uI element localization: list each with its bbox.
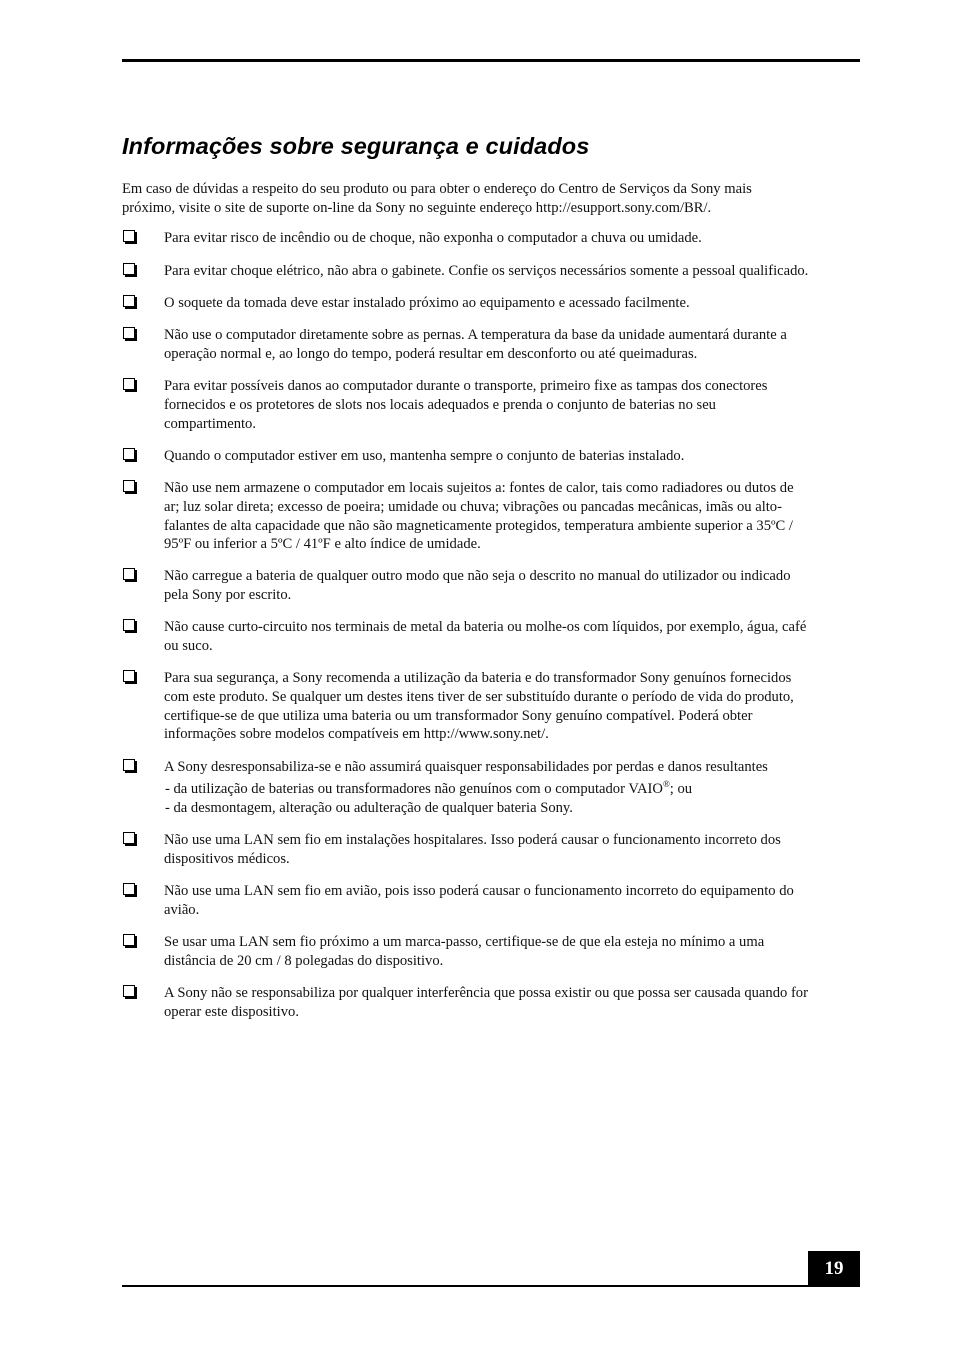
list-item-line: distância de 20 cm / 8 polegadas do dispositivo. — [164, 952, 444, 969]
list-item — [122, 326, 862, 363]
checkbox-bullet-icon — [123, 263, 135, 275]
list-item — [122, 294, 862, 313]
list-item — [122, 984, 862, 1021]
list-item — [122, 567, 862, 604]
list-item-line: Quando o computador estiver em uso, mantenha sempre o conjunto de baterias instalado. — [164, 447, 685, 464]
list-item — [122, 377, 862, 433]
list-item — [122, 479, 862, 553]
list-item-line: Não cause curto-circuito nos terminais de metal da bateria ou molhe-os com líquidos, por exemplo, água, café — [164, 619, 807, 636]
checkbox-bullet-icon — [123, 230, 135, 242]
list-item — [122, 758, 862, 818]
list-item-line: O soquete da tomada deve estar instalado próximo ao equipamento e acessado facilmente. — [164, 294, 690, 311]
list-item-line: Não carregue a bateria de qualquer outro modo que não seja o descrito no manual do utilizador ou indicado — [164, 568, 791, 585]
intro-paragraph — [122, 180, 862, 217]
list-item-line: Para evitar risco de incêndio ou de choque, não exponha o computador a chuva ou umidade. — [164, 230, 702, 247]
footer-rule — [122, 1285, 860, 1287]
list-item-line: Para evitar choque elétrico, não abra o gabinete. Confie os serviços necessários somente a pessoal qualificado. — [164, 262, 809, 279]
page-number: 19 — [808, 1251, 860, 1287]
checkbox-bullet-icon — [123, 883, 135, 895]
page-body — [122, 180, 862, 1035]
list-subitem-text: ; ou — [669, 781, 693, 798]
list-item-line: Se usar uma LAN sem fio próximo a um marca-passo, certifique-se de que ela esteja no mínimo a uma — [164, 934, 765, 951]
list-subitem: - da desmontagem, alteração ou adulteração de qualquer bateria Sony. — [165, 799, 573, 816]
checkbox-bullet-icon — [123, 832, 135, 844]
checkbox-bullet-icon — [123, 568, 135, 580]
list-item-line: dispositivos médicos. — [164, 850, 290, 867]
list-item-line: informações sobre modelos compatíveis em http://www.sony.net/. — [164, 726, 549, 743]
list-item-line: fornecidos e os protetores de slots nos locais adequados e prenda o conjunto de baterias no seu — [164, 396, 716, 413]
list-item-line: certifique-se de que utiliza uma bateria ou um transformador Sony genuíno compatível. Poderá obter — [164, 707, 753, 724]
list-item-line: pela Sony por escrito. — [164, 587, 292, 604]
list-item-line: compartimento. — [164, 415, 256, 432]
list-item-line: operar este dispositivo. — [164, 1003, 299, 1020]
list-item-line: operação normal e, ao longo do tempo, poderá resultar em desconforto ou até queimaduras. — [164, 345, 698, 362]
intro-line: próximo, visite o site de suporte on-line da Sony no seguinte endereço http://esupport.sony.com/BR/. — [122, 199, 712, 216]
header-rule — [122, 59, 860, 62]
list-item-line: falantes de alta capacidade que não são magneticamente protegidos, temperatura ambiente superior a 35ºC / — [164, 517, 793, 534]
checkbox-bullet-icon — [123, 985, 135, 997]
list-item-line: Não use nem armazene o computador em locais sujeitos a: fontes de calor, tais como radiadores ou dutos de — [164, 480, 794, 497]
safety-list — [122, 229, 862, 1021]
checkbox-bullet-icon — [123, 295, 135, 307]
list-item-line: Não use uma LAN sem fio em avião, pois isso poderá causar o funcionamento incorreto do equipamento do — [164, 883, 794, 900]
list-item-line: ar; luz solar direta; excesso de poeira; umidade ou chuva; vibrações ou pancadas mecânicas, imãs ou alto- — [164, 498, 782, 515]
list-item-line: Para evitar possíveis danos ao computador durante o transporte, primeiro fixe as tampas dos conectores — [164, 378, 768, 395]
list-item — [122, 831, 862, 868]
intro-line: Em caso de dúvidas a respeito do seu produto ou para obter o endereço do Centro de Serviços da Sony mais — [122, 181, 752, 197]
list-item — [122, 447, 862, 466]
list-item — [122, 882, 862, 919]
list-item-line: Não use uma LAN sem fio em instalações hospitalares. Isso poderá causar o funcionamento incorreto dos — [164, 832, 781, 849]
list-item-line: 95ºF ou inferior a 5ºC / 41ºF e alto índice de umidade. — [164, 536, 481, 553]
list-subitem-text: - da utilização de baterias ou transformadores não genuínos com o computador VAIO — [165, 781, 663, 798]
list-item-line: A Sony não se responsabiliza por qualquer interferência que possa existir ou que possa ser causada quando for — [164, 985, 808, 1002]
checkbox-bullet-icon — [123, 670, 135, 682]
checkbox-bullet-icon — [123, 448, 135, 460]
checkbox-bullet-icon — [123, 759, 135, 771]
list-item-line: avião. — [164, 901, 200, 918]
list-item — [122, 229, 862, 248]
checkbox-bullet-icon — [123, 327, 135, 339]
list-subitem — [164, 780, 862, 799]
list-item — [122, 669, 862, 743]
list-item — [122, 933, 862, 970]
list-item-line: A Sony desresponsabiliza-se e não assumirá quaisquer responsabilidades por perdas e danos resultantes — [164, 758, 768, 775]
list-item — [122, 262, 862, 281]
list-item-line: com este produto. Se qualquer um destes itens tiver de ser substituído durante o período de vida do produto, — [164, 689, 794, 706]
list-item — [122, 618, 862, 655]
list-item-line: ou suco. — [164, 638, 213, 655]
page-title: Informações sobre segurança e cuidados — [122, 133, 590, 159]
checkbox-bullet-icon — [123, 934, 135, 946]
checkbox-bullet-icon — [123, 378, 135, 390]
checkbox-bullet-icon — [123, 480, 135, 492]
list-item-line: Não use o computador diretamente sobre as pernas. A temperatura da base da unidade aumentará durante a — [164, 327, 787, 344]
list-item-line: Para sua segurança, a Sony recomenda a utilização da bateria e do transformador Sony genuínos fornecidos — [164, 670, 792, 687]
registered-mark: ® — [662, 779, 670, 790]
checkbox-bullet-icon — [123, 619, 135, 631]
